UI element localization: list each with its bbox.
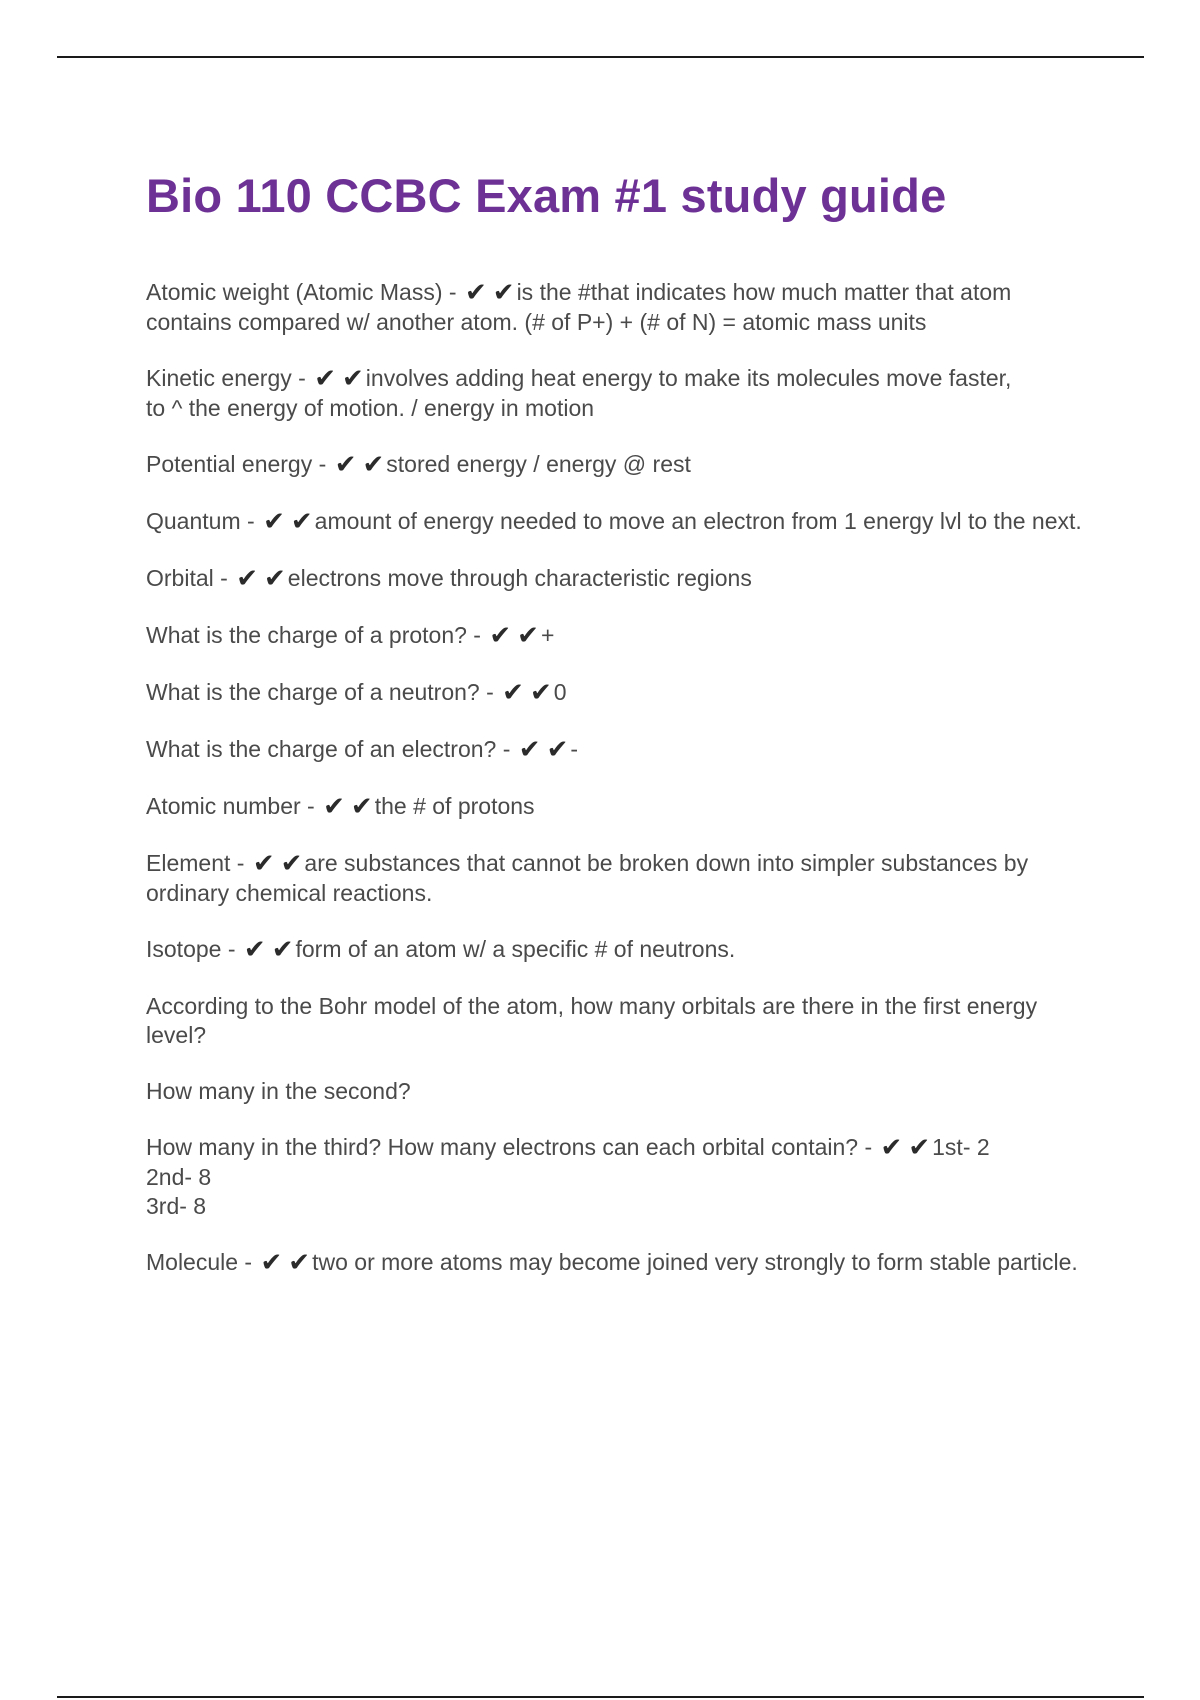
entry-separator: - xyxy=(221,935,242,962)
entry-term: Quantum xyxy=(146,507,241,534)
entry-term: Kinetic energy xyxy=(146,364,292,391)
check-mark-icon: ✔ xyxy=(350,791,373,822)
entry-answer: amount of energy needed to move an electron from 1 energy lvl to the next. xyxy=(314,507,1082,534)
study-entry xyxy=(146,992,1086,1050)
study-entry xyxy=(146,1248,1086,1278)
study-entry xyxy=(146,792,1086,822)
entry-term: How many in the third? How many electrons can each orbital contain? xyxy=(146,1133,859,1160)
check-mark-icon: ✔ xyxy=(517,620,539,651)
check-mark-icon: ✔ xyxy=(334,449,357,480)
study-entry xyxy=(146,621,1086,651)
study-entry xyxy=(146,849,1086,908)
check-mark-icon: ✔ xyxy=(288,1247,311,1278)
entry-separator: - xyxy=(312,450,333,477)
entry-separator: - xyxy=(442,278,463,305)
check-mark-icon: ✔ xyxy=(280,848,303,879)
check-mark-icon: ✔ xyxy=(314,363,336,394)
entry-separator: - xyxy=(496,735,517,762)
check-mark-icon: ✔ xyxy=(323,791,345,822)
check-mark-icon: ✔ xyxy=(342,363,364,394)
check-mark-icon: ✔ xyxy=(362,449,385,480)
check-mark-icon: ✔ xyxy=(464,277,487,308)
entry-separator: - xyxy=(300,792,322,819)
check-mark-icon: ✔ xyxy=(260,1247,283,1278)
entry-term: Molecule xyxy=(146,1248,239,1275)
check-mark-icon: ✔ xyxy=(492,277,515,308)
entry-term: What is the charge of a neutron? xyxy=(146,678,480,705)
check-mark-icon: ✔ xyxy=(546,734,569,765)
study-entry xyxy=(146,1077,1086,1106)
entry-term: Atomic weight (Atomic Mass) xyxy=(146,278,443,305)
study-entry xyxy=(146,507,1086,537)
entry-answer: electrons move through characteristic regions xyxy=(287,564,752,591)
study-entry xyxy=(146,1133,1086,1221)
check-mark-icon: ✔ xyxy=(880,1132,903,1163)
check-mark-icon: ✔ xyxy=(236,563,258,594)
top-rule xyxy=(57,56,1144,58)
entry-term: Isotope xyxy=(146,935,222,962)
entry-answer: are substances that cannot be broken down into simpler substances by ordinary chemical reactions. xyxy=(146,849,1029,906)
entry-separator: - xyxy=(213,564,235,591)
entry-term: How many in the second? xyxy=(146,1077,411,1104)
check-mark-icon: ✔ xyxy=(908,1132,931,1163)
check-mark-icon: ✔ xyxy=(502,677,524,708)
entry-term: What is the charge of an electron? xyxy=(146,735,497,762)
entry-answer: form of an atom w/ a specific # of neutrons. xyxy=(295,935,736,962)
study-entry xyxy=(146,278,1086,337)
entry-separator: - xyxy=(858,1133,879,1160)
bottom-rule xyxy=(57,1696,1144,1698)
entry-separator: - xyxy=(479,678,501,705)
entry-term: Orbital xyxy=(146,564,214,591)
check-mark-icon: ✔ xyxy=(252,848,275,879)
entry-answer: involves adding heat energy to make its molecules move faster, to ^ the energy of motion. / energy in motion xyxy=(146,364,1012,421)
study-entry xyxy=(146,564,1086,594)
study-entry xyxy=(146,450,1086,480)
check-mark-icon: ✔ xyxy=(264,563,286,594)
entry-separator: - xyxy=(230,849,251,876)
entry-term: What is the charge of a proton? xyxy=(146,621,467,648)
study-entry xyxy=(146,678,1086,708)
entry-separator: - xyxy=(238,1248,259,1275)
entry-answer: + xyxy=(540,621,555,648)
document-title: Bio 110 CCBC Exam #1 study guide xyxy=(146,169,947,222)
entry-answer: 0 xyxy=(553,678,567,705)
entry-answer: - xyxy=(570,735,579,762)
entry-term: According to the Bohr model of the atom, how many orbitals are there in the first energy level? xyxy=(146,992,1038,1048)
entry-term: Atomic number xyxy=(146,792,301,819)
entry-answer: is the #that indicates how much matter that atom contains compared w/ another atom. (# of P+) + (# of N) = atomic mass units xyxy=(146,278,1012,335)
entry-answer: the # of protons xyxy=(374,792,535,819)
entry-separator: - xyxy=(240,507,262,534)
check-mark-icon: ✔ xyxy=(529,677,552,708)
check-mark-icon: ✔ xyxy=(290,506,313,537)
check-mark-icon: ✔ xyxy=(243,934,266,965)
entry-answer: 1st- 2 2nd- 8 3rd- 8 xyxy=(146,1133,990,1219)
check-mark-icon: ✔ xyxy=(271,934,294,965)
entry-term: Element xyxy=(146,849,231,876)
entry-answer: stored energy / energy @ rest xyxy=(386,450,691,477)
entry-answer: two or more atoms may become joined very strongly to form stable particle. xyxy=(312,1248,1078,1275)
entry-separator: - xyxy=(466,621,488,648)
study-entry xyxy=(146,735,1086,765)
document-content xyxy=(146,170,1086,1305)
check-mark-icon: ✔ xyxy=(489,620,512,651)
entry-separator: - xyxy=(291,364,313,391)
entry-term: Potential energy xyxy=(146,450,313,477)
study-entry xyxy=(146,935,1086,965)
study-entry xyxy=(146,364,1086,423)
check-mark-icon: ✔ xyxy=(518,734,541,765)
entry-list xyxy=(146,278,1086,1278)
check-mark-icon: ✔ xyxy=(263,506,285,537)
